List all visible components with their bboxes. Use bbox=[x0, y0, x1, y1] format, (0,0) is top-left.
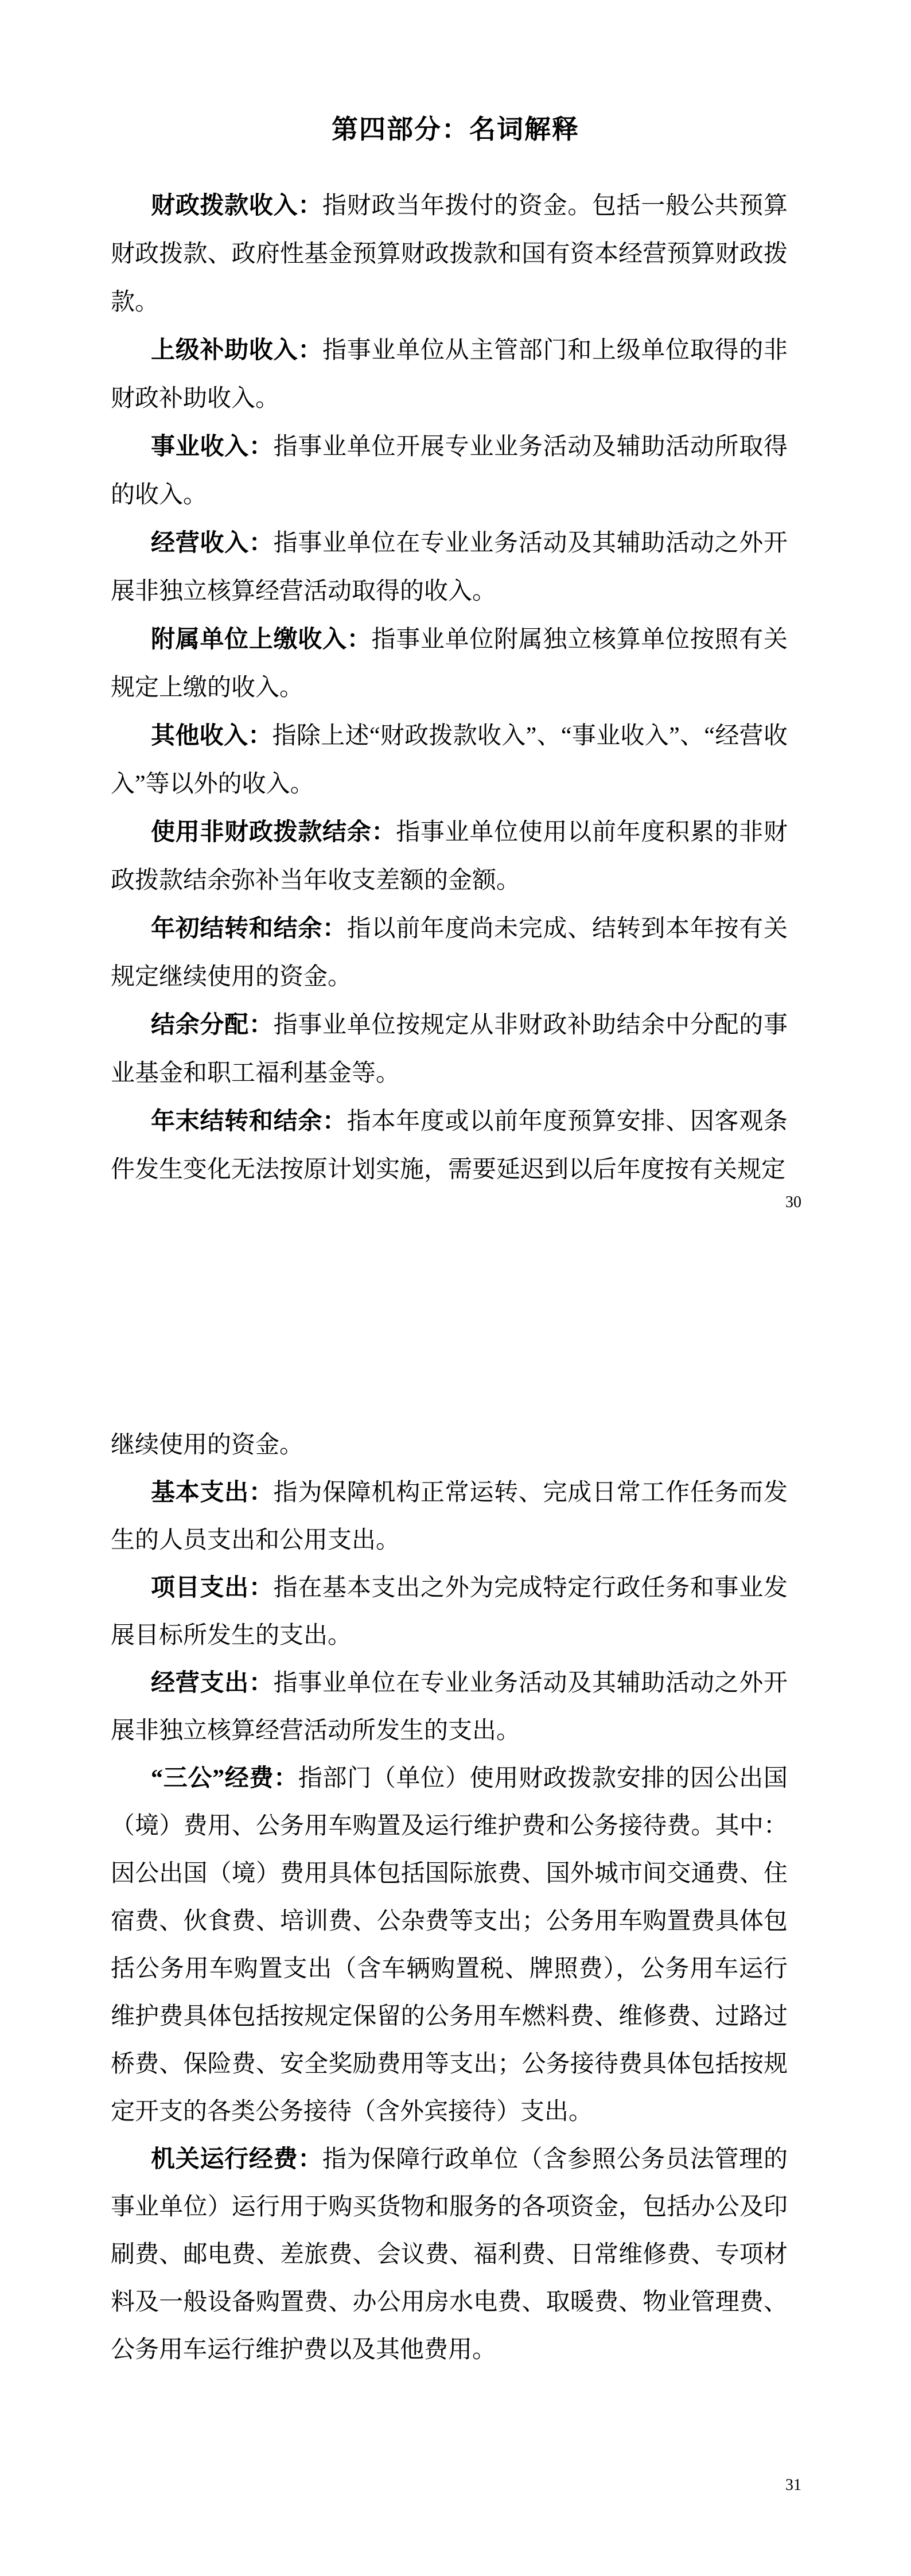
term-definition: 指事业单位按规定从非财政补助结余中分配的事业基金和职工福利基金等。 bbox=[111, 1012, 788, 1087]
term-label: 附属单位上缴收入： bbox=[151, 627, 372, 653]
term-definition: 指本年度或以前年度预算安排、因客观条件发生变化无法按原计划实施，需要延迟到以后年度按有关规定 bbox=[111, 1108, 788, 1183]
term-definition: 指事业单位开展专业业务活动及辅助活动所取得的收入。 bbox=[111, 434, 788, 508]
paragraph-institutional-income bbox=[111, 423, 788, 519]
section-title: 第四部分：名词解释 bbox=[332, 115, 579, 144]
page-2 bbox=[0, 1288, 911, 2576]
term-label: 年末结转和结余： bbox=[151, 1108, 347, 1135]
paragraph-use-of-non-fiscal-surplus bbox=[111, 808, 788, 905]
term-label: 基本支出： bbox=[151, 1480, 274, 1506]
term-definition: 指除上述“财政拨款收入”、“事业收入”、“经营收入”等以外的收入。 bbox=[111, 723, 788, 797]
term-label: 其他收入： bbox=[151, 723, 272, 749]
term-definition: 指事业单位在专业业务活动及其辅助活动之外开展非独立核算经营活动取得的收入。 bbox=[111, 530, 788, 605]
paragraph-beginning-year-carryover bbox=[111, 905, 788, 1001]
term-label: 机关运行经费： bbox=[151, 2146, 323, 2173]
term-definition: 指事业单位从主管部门和上级单位取得的非财政补助收入。 bbox=[111, 337, 788, 412]
paragraph-superior-subsidy-income bbox=[111, 326, 788, 423]
term-definition: 指为保障行政单位（含参照公务员法管理的事业单位）运行用于购买货物和服务的各项资金，包括办公及印刷费、邮电费、差旅费、会议费、福利费、日常维修费、专项材料及一般设备购置费、办公用房水电费、取暖费、物业管理费、公务用车运行维护费以及其他费用。 bbox=[111, 2146, 788, 2363]
paragraph-operating-income bbox=[111, 519, 788, 616]
paragraph-operating-expenditure bbox=[111, 1660, 788, 1755]
page-number: 31 bbox=[785, 2476, 801, 2494]
paragraph-three-public-funds bbox=[111, 1755, 788, 2136]
paragraph-basic-expenditure bbox=[111, 1469, 788, 1565]
term-definition: 指财政当年拨付的资金。包括一般公共预算财政拨款、政府性基金预算财政拨款和国有资本经营预算财政拨款。 bbox=[111, 193, 788, 316]
paragraph-year-end-carryover-continuation: 继续使用的资金。 bbox=[111, 1432, 304, 1458]
term-definition: 指为保障机构正常运转、完成日常工作任务而发生的人员支出和公用支出。 bbox=[111, 1480, 788, 1554]
term-label: “三公”经费： bbox=[151, 1765, 298, 1792]
paragraph-subordinate-unit-remittance-income bbox=[111, 616, 788, 712]
paragraph-agency-operating-funds bbox=[111, 2136, 788, 2374]
term-label: 经营支出： bbox=[151, 1670, 274, 1696]
paragraph-project-expenditure bbox=[111, 1565, 788, 1660]
term-definition: 指在基本支出之外为完成特定行政任务和事业发展目标所发生的支出。 bbox=[111, 1575, 788, 1649]
term-definition: 指事业单位使用以前年度积累的非财政拨款结余弥补当年收支差额的金额。 bbox=[111, 819, 788, 894]
term-label: 使用非财政拨款结余： bbox=[151, 819, 396, 846]
paragraph-year-end-carryover bbox=[111, 1098, 788, 1194]
paragraph-fiscal-appropriation-income bbox=[111, 182, 788, 326]
term-definition: 指事业单位在专业业务活动及其辅助活动之外开展非独立核算经营活动所发生的支出。 bbox=[111, 1670, 788, 1744]
term-label: 结余分配： bbox=[151, 1012, 274, 1038]
term-label: 项目支出： bbox=[151, 1575, 274, 1601]
page-number: 30 bbox=[785, 1193, 801, 1211]
term-label: 经营收入： bbox=[151, 530, 274, 557]
paragraph-surplus-distribution bbox=[111, 1001, 788, 1098]
term-definition: 指以前年度尚未完成、结转到本年按有关规定继续使用的资金。 bbox=[111, 916, 788, 990]
term-label: 事业收入： bbox=[151, 434, 274, 460]
term-definition: 指部门（单位）使用财政拨款安排的因公出国（境）费用、公务用车购置及运行维护费和公务接待费。其中：因公出国（境）费用具体包括国际旅费、国外城市间交通费、住宿费、伙食费、培训费、公杂费等支出；公务用车购置费具体包括公务用车购置支出（含车辆购置税、牌照费），公务用车运行维护费具体包括按规定保留的公务用车燃料费、维修费、过路过桥费、保险费、安全奖励费用等支出；公务接待费具体包括按规定开支的各类公务接待（含外宾接待）支出。 bbox=[111, 1765, 788, 2125]
term-label: 上级补助收入： bbox=[151, 337, 323, 364]
paragraph-other-income bbox=[111, 712, 788, 808]
term-definition: 指事业单位附属独立核算单位按照有关规定上缴的收入。 bbox=[111, 627, 788, 701]
term-label: 财政拨款收入： bbox=[151, 193, 323, 219]
term-label: 年初结转和结余： bbox=[151, 916, 347, 942]
